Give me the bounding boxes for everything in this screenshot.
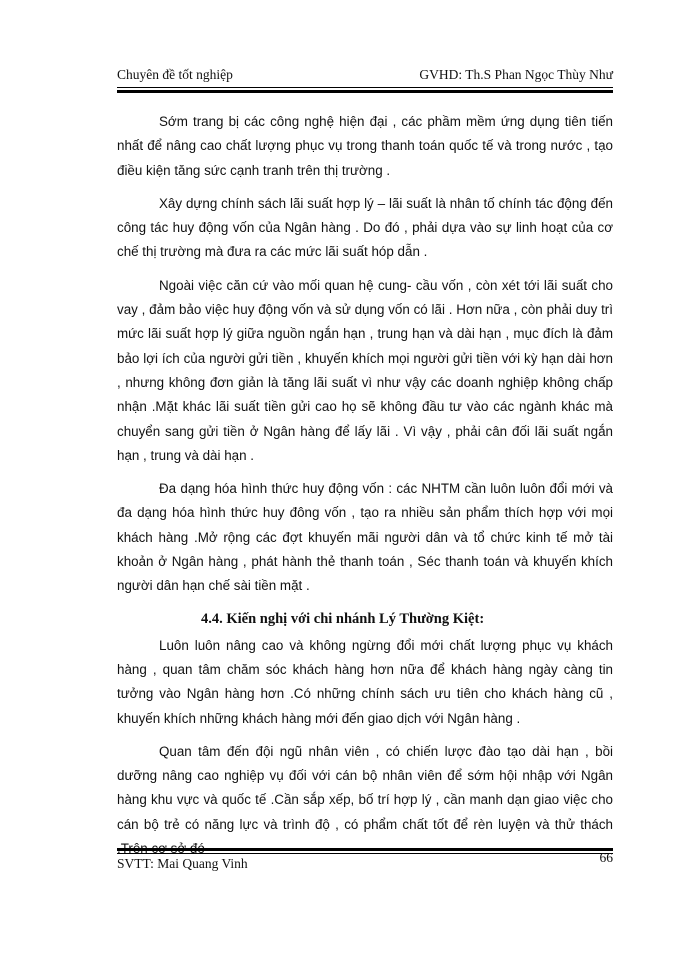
paragraph: Ngoài việc căn cứ vào mối quan hệ cung- cầu vốn , còn xét tới lãi suất cho vay , đảm bảo việc huy động vốn và sử dụng vốn có lãi . Hơn nữa , còn phải duy trì mức lãi suất hợp lý giữa nguồn ngắn hạn , trung hạn và dài hạn , mục đích là đảm bảo lợi ích của người gửi tiền , khuyến khích mọi người gửi tiền với kỳ hạn dài hơn , nhưng không đơn giản là tăng lãi suất vì như vậy các doanh nghiệp không chấp nhận .Mặt khác lãi suất tiền gửi cao họ sẽ không đầu tư vào các ngành khác mà chuyển sang gửi tiền ở Ngân hàng để lấy lãi . Vì vậy , phải cân đối lãi suất ngắn hạn , trung và dài hạn . [117, 277, 613, 463]
page-footer [117, 850, 613, 876]
header-rule-thick [117, 90, 613, 93]
paragraph: Sớm trang bị các công nghệ hiện đại , các phầm mềm ứng dụng tiên tiến nhất để nâng cao chất lượng phục vụ trong thanh toán quốc tế và trong nước , tạo điều kiện tăng sức cạnh tranh trên thị trường . [117, 114, 613, 178]
header-advisor: GVHD: Th.S Phan Ngọc Thùy Như [419, 67, 613, 82]
paragraph: Xây dựng chính sách lãi suất hợp lý – lãi suất là nhân tố chính tác động đến công tác huy động vốn của Ngân hàng . Do đó , phải dựa vào sự linh hoạt của cơ chế thị trường mà đưa ra các mức lãi suất hóp dẫn . [117, 195, 613, 260]
page-number: 66 [599, 850, 613, 865]
header-title: Chuyên đề tốt nghiệp [117, 67, 233, 82]
document-body [117, 110, 613, 870]
paragraph: Đa dạng hóa hình thức huy động vốn : các NHTM cần luôn luôn đổi mới và đa dạng hóa hình thức huy đông vốn , tạo ra nhiều sản phẩm thích hợp với mọi khách hàng .Mở rộng các đợt khuyến mãi người dân và tổ chức kinh tế mở tài khoản ở Ngân hàng , phát hành thẻ thanh toán , Séc thanh toán và khuyến khích người dân hạn chế sài tiền mặt . [117, 481, 613, 594]
paragraph: Quan tâm đến đội ngũ nhân viên , có chiến lược đào tạo dài hạn , bồi dưỡng nâng cao nghiệp vụ đối với cán bộ nhân viên để sớm hội nhập với Ngân hàng khu vực và quốc tế .Cần sắp xếp, bố trí hợp lý , cần manh dạn giao việc cho cán bộ trẻ có năng lực và trình độ , có phẩm chất tốt để rèn luyện và thử thách [117, 743, 613, 832]
footer-rule-thick [117, 848, 613, 851]
paragraph: Luôn luôn nâng cao và không ngừng đổi mới chất lượng phục vụ khách hàng , quan tâm chăm sóc khách hàng hơn nữa để khách hàng ngày càng tin tưởng vào Ngân hàng hơn .Có những chính sách ưu tiên cho khách hàng cũ , khuyến khích những khách hàng mới đến giao dịch với Ngân hàng . [117, 637, 613, 726]
page-header [117, 67, 613, 87]
header-rule-thin [117, 87, 613, 88]
footer-rule-thin [117, 853, 613, 854]
section-heading: 4.4. Kiến nghị với chi nhánh Lý Thường Kiệt: [201, 610, 485, 627]
footer-student: SVTT: Mai Quang Vinh [117, 856, 248, 871]
